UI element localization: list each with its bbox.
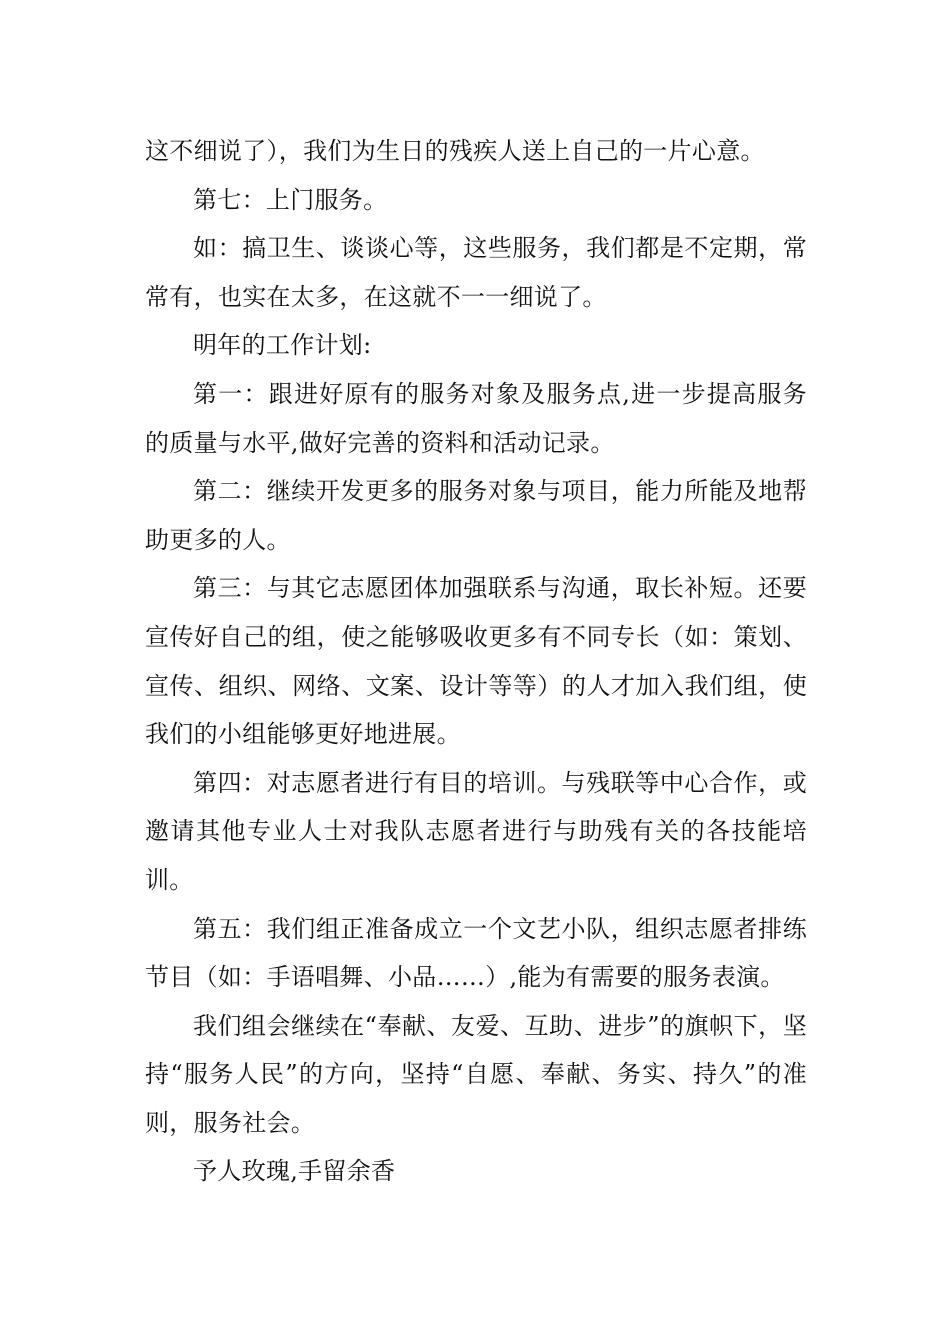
document-body: [145, 127, 807, 1196]
paragraph-item-seven-detail: 如：搞卫生、谈谈心等，这些服务，我们都是不定期，常常有，也实在太多，在这就不一一细说了。: [145, 234, 807, 311]
paragraph-continuation: 这不细说了），我们为生日的残疾人送上自己的一片心意。: [145, 137, 765, 165]
paragraph-plan-two: 第二：继续开发更多的服务对象与项目，能力所能及地帮助更多的人。: [145, 477, 807, 554]
paragraph-plan-five: 第五：我们组正准备成立一个文艺小队，组织志愿者排练节目（如：手语唱舞、小品……）,能为有需要的服务表演。: [145, 914, 807, 992]
paragraph-plan-heading: 明年的工作计划:: [193, 331, 372, 360]
paragraph-plan-one: 第一：跟进好原有的服务对象及服务点,进一步提高服务的质量与水平,做好完善的资料和活动记录。: [145, 379, 807, 457]
paragraph-closing: 我们组会继续在“奉献、友爱、互助、进步”的旗帜下，坚持“服务人民”的方向，坚持“自愿、奉献、务实、持久”的准则，服务社会。: [145, 1011, 807, 1137]
paragraph-motto: 予人玫瑰,手留余香: [193, 1157, 396, 1186]
paragraph-plan-three: 第三：与其它志愿团体加强联系与沟通，取长补短。还要宣传好自己的组，使之能够吸收更多有不同专长（如：策划、宣传、组织、网络、文案、设计等等）的人才加入我们组，使我们的小组能够更好地进展。: [145, 574, 807, 749]
paragraph-plan-four: 第四：对志愿者进行有目的培训。与残联等中心合作，或邀请其他专业人士对我队志愿者进行与助残有关的各技能培训。: [145, 768, 807, 894]
paragraph-item-seven: 第七：上门服务。: [193, 185, 388, 214]
